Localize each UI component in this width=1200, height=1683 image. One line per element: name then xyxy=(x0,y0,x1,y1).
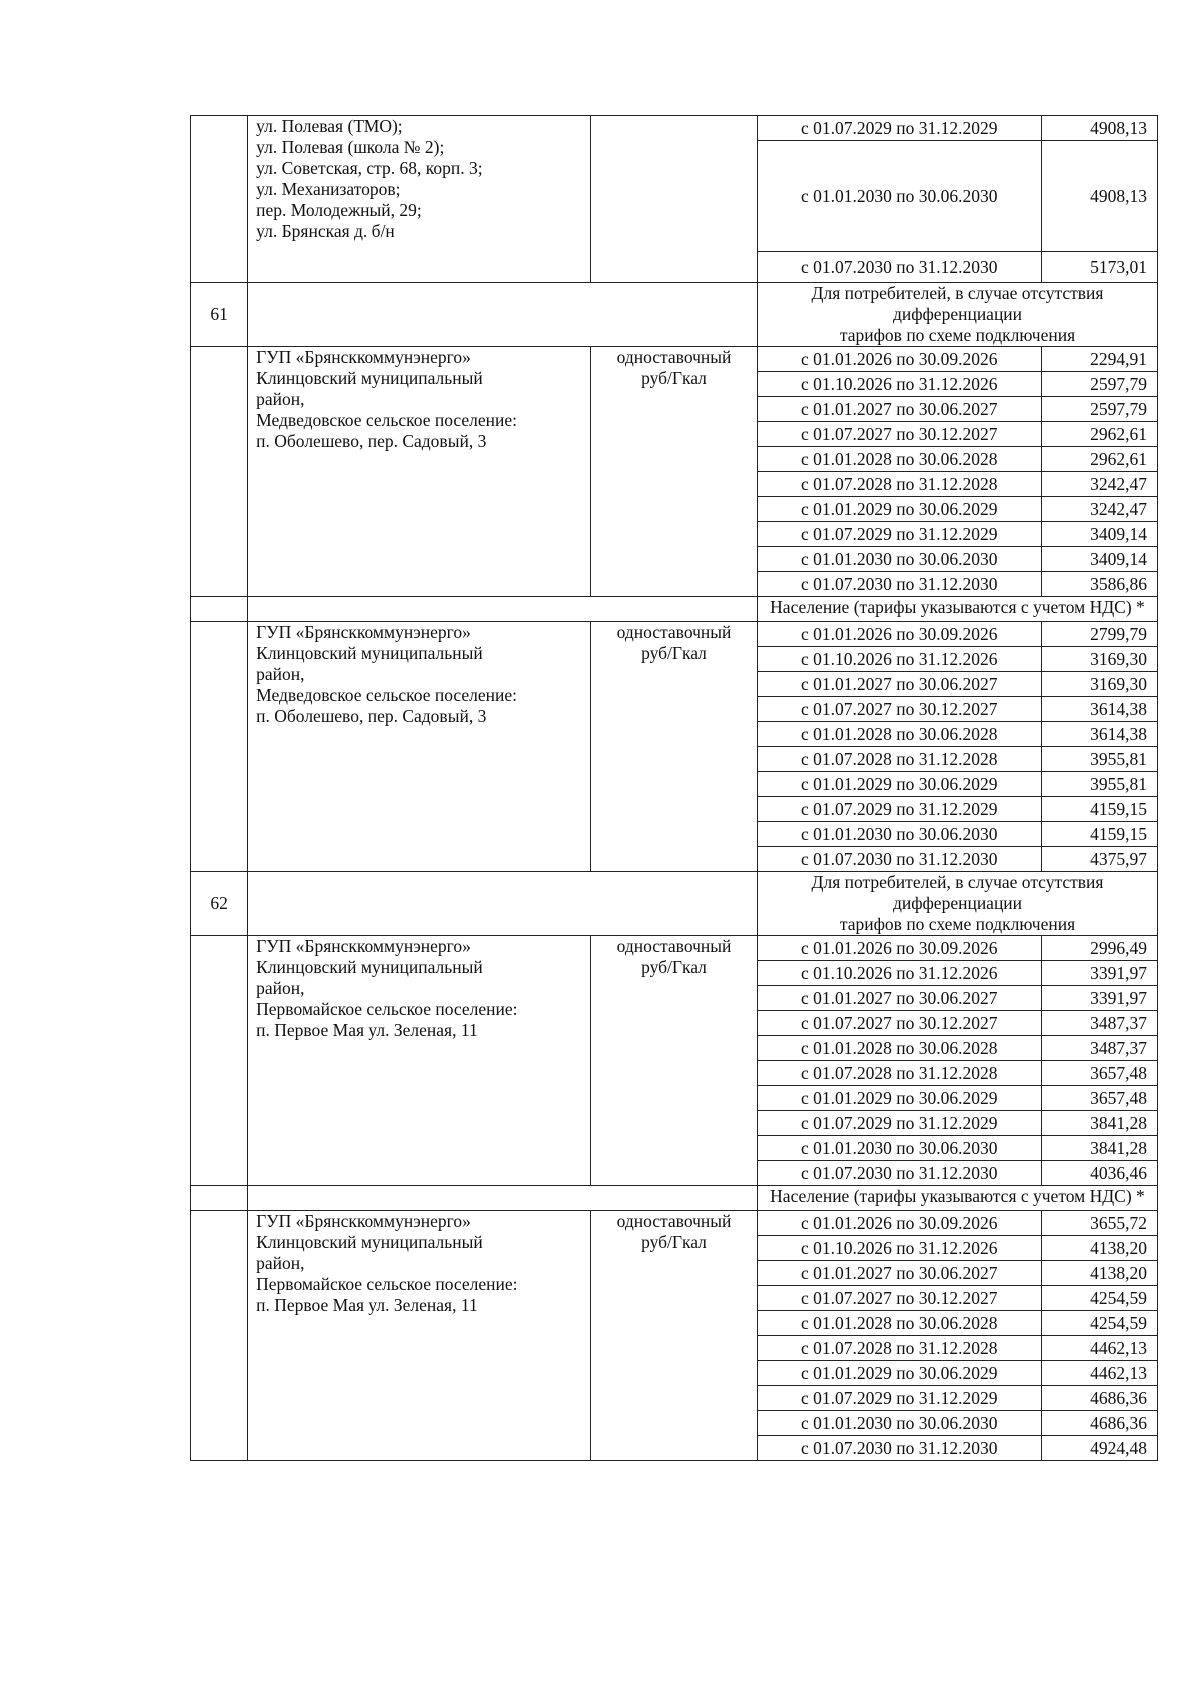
section-number: 61 xyxy=(191,283,248,347)
tariff-value-cell: 3955,81 xyxy=(1041,747,1158,772)
tariff-value-cell: 3586,86 xyxy=(1041,572,1158,597)
tariff-value-cell: 4375,97 xyxy=(1041,847,1158,872)
table-row xyxy=(191,936,1158,961)
tariff-value-cell: 4138,20 xyxy=(1041,1236,1158,1261)
tariff-value-cell: 4159,15 xyxy=(1041,797,1158,822)
tariff-value-cell: 4686,36 xyxy=(1041,1411,1158,1436)
empty-cell xyxy=(248,1186,758,1211)
tariff-value-cell: 3169,30 xyxy=(1041,672,1158,697)
tariff-type-cell: одноставочный руб/Гкал xyxy=(590,347,757,597)
tariff-value-cell: 4254,59 xyxy=(1041,1311,1158,1336)
period-cell: с 01.01.2027 по 30.06.2027 xyxy=(758,672,1042,697)
period-cell: с 01.01.2026 по 30.09.2026 xyxy=(758,347,1042,372)
tariff-value-cell: 2962,61 xyxy=(1041,422,1158,447)
group-heading: Население (тарифы указываются с учетом НДС) * xyxy=(758,597,1158,622)
period-cell: с 01.07.2030 по 31.12.2030 xyxy=(758,572,1042,597)
tariff-value-cell: 3614,38 xyxy=(1041,697,1158,722)
tariff-value-cell: 3657,48 xyxy=(1041,1061,1158,1086)
period-cell: с 01.10.2026 по 31.12.2026 xyxy=(758,372,1042,397)
tariff-value-cell: 3409,14 xyxy=(1041,547,1158,572)
period-cell: с 01.07.2029 по 31.12.2029 xyxy=(758,1386,1042,1411)
tariff-value-cell: 3169,30 xyxy=(1041,647,1158,672)
address-list-cell: ул. Полевая (ТМО); ул. Полевая (школа № 2); ул. Советская, стр. 68, корп. 3; ул. Механизаторов; пер. Молодежный, 29; ул. Брянская д. б/н xyxy=(248,116,591,283)
period-cell: с 01.07.2030 по 31.12.2030 xyxy=(758,847,1042,872)
period-cell: с 01.07.2029 по 31.12.2029 xyxy=(758,116,1042,141)
table-row xyxy=(191,116,1158,141)
table-row xyxy=(191,622,1158,647)
table-row xyxy=(191,1211,1158,1236)
period-cell: с 01.07.2029 по 31.12.2029 xyxy=(758,1111,1042,1136)
period-cell: с 01.01.2027 по 30.06.2027 xyxy=(758,1261,1042,1286)
row-number-cell xyxy=(191,1211,248,1461)
group-heading: Для потребителей, в случае отсутствия дифференциации тарифов по схеме подключения xyxy=(758,283,1158,347)
period-cell: с 01.07.2028 по 31.12.2028 xyxy=(758,747,1042,772)
period-cell: с 01.07.2027 по 30.12.2027 xyxy=(758,1286,1042,1311)
tariff-value-cell: 3841,28 xyxy=(1041,1111,1158,1136)
tariff-value-cell: 4686,36 xyxy=(1041,1386,1158,1411)
period-cell: с 01.01.2028 по 30.06.2028 xyxy=(758,1036,1042,1061)
period-cell: с 01.07.2030 по 31.12.2030 xyxy=(758,1161,1042,1186)
row-number-cell xyxy=(191,936,248,1186)
tariff-type-cell: одноставочный руб/Гкал xyxy=(590,936,757,1186)
period-cell: с 01.07.2028 по 31.12.2028 xyxy=(758,1336,1042,1361)
period-cell: с 01.10.2026 по 31.12.2026 xyxy=(758,961,1042,986)
tariff-value-cell: 3841,28 xyxy=(1041,1136,1158,1161)
period-cell: с 01.07.2027 по 30.12.2027 xyxy=(758,422,1042,447)
tariff-value-cell: 3655,72 xyxy=(1041,1211,1158,1236)
tariff-value-cell: 2799,79 xyxy=(1041,622,1158,647)
tariff-value-cell: 4036,46 xyxy=(1041,1161,1158,1186)
row-number-cell xyxy=(191,347,248,597)
section-number: 62 xyxy=(191,872,248,936)
tariff-value-cell: 3614,38 xyxy=(1041,722,1158,747)
tariff-table xyxy=(190,115,1158,1461)
group-header-row xyxy=(191,597,1158,622)
tariff-value-cell: 3487,37 xyxy=(1041,1011,1158,1036)
empty-cell xyxy=(248,597,758,622)
tariff-value-cell: 4908,13 xyxy=(1041,116,1158,141)
period-cell: с 01.01.2027 по 30.06.2027 xyxy=(758,397,1042,422)
period-cell: с 01.01.2026 по 30.09.2026 xyxy=(758,622,1042,647)
tariff-value-cell: 3391,97 xyxy=(1041,986,1158,1011)
empty-cell xyxy=(248,872,758,936)
tariff-type-cell xyxy=(590,116,757,283)
period-cell: с 01.01.2029 по 30.06.2029 xyxy=(758,772,1042,797)
period-cell: с 01.07.2030 по 31.12.2030 xyxy=(758,1436,1042,1461)
period-cell: с 01.07.2029 по 31.12.2029 xyxy=(758,797,1042,822)
empty-cell xyxy=(191,1186,248,1211)
period-cell: с 01.01.2028 по 30.06.2028 xyxy=(758,447,1042,472)
period-cell: с 01.01.2030 по 30.06.2030 xyxy=(758,141,1042,252)
group-heading: Для потребителей, в случае отсутствия дифференциации тарифов по схеме подключения xyxy=(758,872,1158,936)
period-cell: с 01.01.2030 по 30.06.2030 xyxy=(758,547,1042,572)
tariff-value-cell: 4908,13 xyxy=(1041,141,1158,252)
period-cell: с 01.07.2029 по 31.12.2029 xyxy=(758,522,1042,547)
period-cell: с 01.01.2030 по 30.06.2030 xyxy=(758,822,1042,847)
period-cell: с 01.10.2026 по 31.12.2026 xyxy=(758,647,1042,672)
tariff-value-cell: 4924,48 xyxy=(1041,1436,1158,1461)
section-header-row xyxy=(191,283,1158,347)
tariff-value-cell: 2294,91 xyxy=(1041,347,1158,372)
tariff-value-cell: 4159,15 xyxy=(1041,822,1158,847)
tariff-value-cell: 4254,59 xyxy=(1041,1286,1158,1311)
tariff-value-cell: 5173,01 xyxy=(1041,252,1158,283)
period-cell: с 01.10.2026 по 31.12.2026 xyxy=(758,1236,1042,1261)
tariff-value-cell: 2996,49 xyxy=(1041,936,1158,961)
period-cell: с 01.07.2028 по 31.12.2028 xyxy=(758,1061,1042,1086)
period-cell: с 01.01.2029 по 30.06.2029 xyxy=(758,1086,1042,1111)
period-cell: с 01.01.2028 по 30.06.2028 xyxy=(758,722,1042,747)
period-cell: с 01.07.2027 по 30.12.2027 xyxy=(758,1011,1042,1036)
tariff-value-cell: 3242,47 xyxy=(1041,497,1158,522)
empty-cell xyxy=(191,597,248,622)
tariff-value-cell: 2597,79 xyxy=(1041,397,1158,422)
provider-cell: ГУП «Брянсккоммунэнерго» Клинцовский муниципальный район, Медведовское сельское поселение: п. Оболешево, пер. Садовый, 3 xyxy=(248,622,591,872)
row-number-cell xyxy=(191,116,248,283)
tariff-type-cell: одноставочный руб/Гкал xyxy=(590,1211,757,1461)
period-cell: с 01.07.2030 по 31.12.2030 xyxy=(758,252,1042,283)
tariff-type-cell: одноставочный руб/Гкал xyxy=(590,622,757,872)
period-cell: с 01.01.2030 по 30.06.2030 xyxy=(758,1411,1042,1436)
period-cell: с 01.07.2027 по 30.12.2027 xyxy=(758,697,1042,722)
tariff-value-cell: 2962,61 xyxy=(1041,447,1158,472)
tariff-value-cell: 4138,20 xyxy=(1041,1261,1158,1286)
period-cell: с 01.07.2028 по 31.12.2028 xyxy=(758,472,1042,497)
section-header-row xyxy=(191,872,1158,936)
period-cell: с 01.01.2028 по 30.06.2028 xyxy=(758,1311,1042,1336)
tariff-value-cell: 3409,14 xyxy=(1041,522,1158,547)
group-header-row xyxy=(191,1186,1158,1211)
table-row xyxy=(191,347,1158,372)
period-cell: с 01.01.2027 по 30.06.2027 xyxy=(758,986,1042,1011)
tariff-value-cell: 4462,13 xyxy=(1041,1336,1158,1361)
tariff-value-cell: 3391,97 xyxy=(1041,961,1158,986)
provider-cell: ГУП «Брянсккоммунэнерго» Клинцовский муниципальный район, Первомайское сельское поселение: п. Первое Мая ул. Зеленая, 11 xyxy=(248,936,591,1186)
tariff-value-cell: 3242,47 xyxy=(1041,472,1158,497)
tariff-value-cell: 3657,48 xyxy=(1041,1086,1158,1111)
empty-cell xyxy=(248,283,758,347)
period-cell: с 01.01.2029 по 30.06.2029 xyxy=(758,497,1042,522)
provider-cell: ГУП «Брянсккоммунэнерго» Клинцовский муниципальный район, Первомайское сельское поселение: п. Первое Мая ул. Зеленая, 11 xyxy=(248,1211,591,1461)
period-cell: с 01.01.2029 по 30.06.2029 xyxy=(758,1361,1042,1386)
period-cell: с 01.01.2026 по 30.09.2026 xyxy=(758,936,1042,961)
tariff-value-cell: 2597,79 xyxy=(1041,372,1158,397)
tariff-value-cell: 3487,37 xyxy=(1041,1036,1158,1061)
period-cell: с 01.01.2026 по 30.09.2026 xyxy=(758,1211,1042,1236)
tariff-value-cell: 3955,81 xyxy=(1041,772,1158,797)
period-cell: с 01.01.2030 по 30.06.2030 xyxy=(758,1136,1042,1161)
provider-cell: ГУП «Брянсккоммунэнерго» Клинцовский муниципальный район, Медведовское сельское поселение: п. Оболешево, пер. Садовый, 3 xyxy=(248,347,591,597)
group-heading: Население (тарифы указываются с учетом НДС) * xyxy=(758,1186,1158,1211)
tariff-value-cell: 4462,13 xyxy=(1041,1361,1158,1386)
row-number-cell xyxy=(191,622,248,872)
